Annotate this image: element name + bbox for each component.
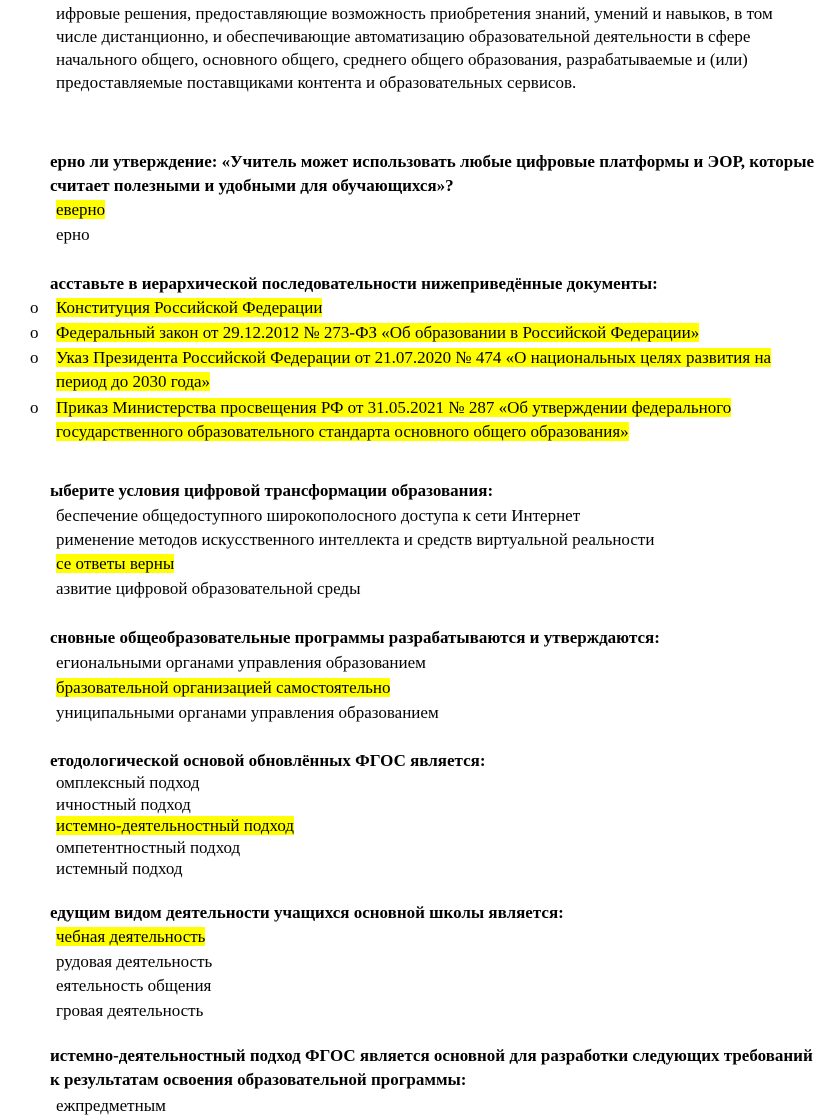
question-3: ыберите условия цифровой трансформации образования: bbox=[50, 481, 494, 500]
answer-option[interactable] bbox=[56, 772, 200, 793]
bullet-marker: o bbox=[30, 348, 39, 367]
answer-option[interactable] bbox=[56, 1095, 166, 1116]
answer-text: гровая деятельность bbox=[56, 1001, 204, 1020]
question-4: сновные общеобразовательные программы разрабатываются и утверждаются: bbox=[50, 628, 660, 647]
answer-text: рудовая деятельность bbox=[56, 952, 213, 971]
answer-text: истемно-деятельностный подход bbox=[56, 816, 294, 835]
list-item: Федеральный закон от 29.12.2012 № 273-ФЗ «Об образовании в Российской Федерации» bbox=[56, 323, 700, 342]
answer-text: униципальными органами управления образованием bbox=[56, 703, 439, 722]
answer-text: бразовательной организацией самостоятельно bbox=[56, 678, 391, 697]
answer-text: рименение методов искусственного интеллекта и средств виртуальной реальности bbox=[56, 530, 655, 549]
answer-text: азвитие цифровой образовательной среды bbox=[56, 579, 361, 598]
answer-option[interactable] bbox=[56, 505, 580, 526]
answer-option[interactable] bbox=[56, 815, 294, 836]
answer-option[interactable] bbox=[56, 975, 211, 996]
answer-text: чебная деятельность bbox=[56, 927, 206, 946]
answer-option[interactable] bbox=[56, 837, 240, 858]
answer-option[interactable] bbox=[56, 951, 212, 972]
answer-option[interactable] bbox=[56, 224, 90, 245]
question-7: истемно-деятельностный подход ФГОС является основной для разработки следующих требований к результатам освоения образовательной программы: bbox=[50, 1046, 813, 1089]
answer-text: егиональными органами управления образованием bbox=[56, 653, 426, 672]
question-5: етодологической основой обновлённых ФГОС является: bbox=[50, 751, 486, 770]
question-2: асставьте в иерархической последовательности нижеприведённые документы: bbox=[50, 274, 658, 293]
answer-text: истемный подход bbox=[56, 859, 183, 878]
answer-option[interactable] bbox=[56, 1000, 203, 1021]
answer-option[interactable] bbox=[56, 652, 426, 673]
list-item: Приказ Министерства просвещения РФ от 31.05.2021 № 287 «Об утверждении федерального государственного образовательного стандарта основного общего образования» bbox=[56, 398, 732, 441]
answer-option[interactable] bbox=[56, 858, 183, 879]
answer-option[interactable] bbox=[56, 578, 361, 599]
list-item: Конституция Российской Федерации bbox=[56, 298, 323, 317]
answer-text: ежпредметным bbox=[56, 1096, 166, 1115]
answer-text: беспечение общедоступного широкополосного доступа к сети Интернет bbox=[56, 506, 581, 525]
answer-option[interactable] bbox=[56, 794, 191, 815]
question-6: едущим видом деятельности учащихся основной школы является: bbox=[50, 903, 564, 922]
answer-option[interactable] bbox=[56, 529, 654, 550]
bullet-marker: o bbox=[30, 323, 39, 342]
answer-option[interactable] bbox=[56, 199, 105, 220]
answer-text: ерно bbox=[56, 225, 90, 244]
intro-paragraph: ифровые решения, предоставляющие возможность приобретения знаний, умений и навыков, в том числе дистанционно, и обеспечивающие автоматизацию образовательной деятельности в сфере начального общего, основного общего, среднего общего образования, разрабатываемые и (или) предоставляемые поставщиками контента и образовательных сервисов. bbox=[56, 4, 773, 92]
answer-option[interactable] bbox=[56, 702, 439, 723]
answer-text: омплексный подход bbox=[56, 773, 200, 792]
bullet-marker: o bbox=[30, 398, 39, 417]
answer-text: омпетентностный подход bbox=[56, 838, 241, 857]
answer-option[interactable] bbox=[56, 677, 390, 698]
answer-text: се ответы верны bbox=[56, 554, 175, 573]
answer-text: ичностный подход bbox=[56, 795, 191, 814]
answer-option[interactable] bbox=[56, 553, 174, 574]
answer-option[interactable] bbox=[56, 926, 205, 947]
list-item: Указ Президента Российской Федерации от 21.07.2020 № 474 «О национальных целях развития на период до 2030 года» bbox=[56, 348, 772, 391]
answer-text: еятельность общения bbox=[56, 976, 212, 995]
question-1: ерно ли утверждение: «Учитель может использовать любые цифровые платформы и ЭОР, которые считает полезными и удобными для обучающихся»? bbox=[50, 152, 815, 195]
bullet-marker: o bbox=[30, 298, 39, 317]
answer-text: еверно bbox=[56, 200, 106, 219]
